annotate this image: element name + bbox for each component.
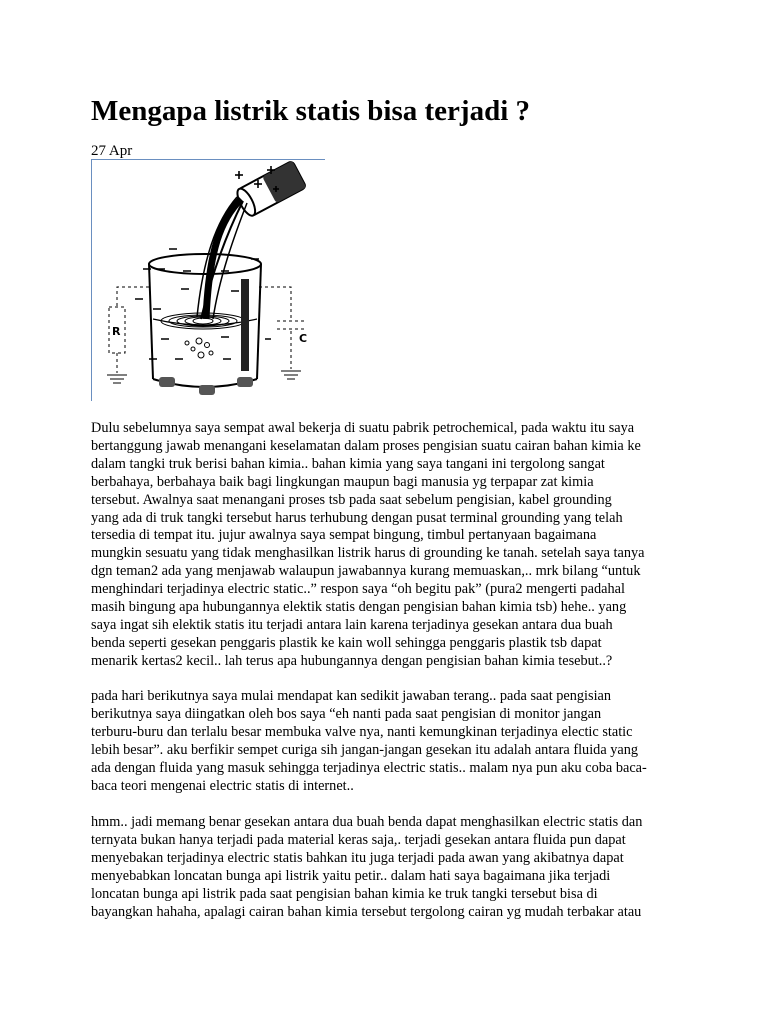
paragraph-line: benda seperti gesekan penggaris plastik ke kain woll sehingga penggaris plastik tsb dapat	[91, 634, 602, 651]
static-electricity-illustration	[91, 159, 325, 401]
paragraph-line: masih bingung apa hubungannya elektik statis dengan pengisian bahan kimia tsb) hehe.. yang	[91, 599, 627, 616]
paragraph-line: menyebabkan loncatan bunga api listrik yaitu petir.. dalam hati saya bagaimana jika terjadi	[91, 867, 611, 884]
capacitor-circuit	[259, 287, 308, 369]
paragraph-line: menghindari terjadinya electric static..” respon saya “oh begitu pak” (pura2 mengerti padahal	[91, 581, 625, 598]
paragraph-line: hmm.. jadi memang benar gesekan antara dua buah benda dapat menghasilkan electric statis dan	[91, 814, 643, 830]
bubbles	[185, 338, 213, 358]
paragraph-line: pada hari berikutnya saya mulai mendapat kan sedikit jawaban terang.. pada saat pengisian	[91, 688, 612, 704]
paragraph-line: berikutnya saya diingatkan oleh bos saya “eh nanti pada saat pengisian di monitor jangan	[91, 705, 602, 722]
ground-symbol-right	[281, 371, 301, 379]
paragraph-3	[91, 814, 687, 921]
paragraph-line: ternyata bukan hanya terjadi pada material keras saja,. terjadi gesekan antara fluida pun dapat	[91, 831, 626, 848]
paragraph-line: dgn teman2 ada yang menjawab walaupun jawabannya kurang memuaskan,.. mrk bilang “untuk	[91, 563, 641, 580]
paragraph-line: terburu-buru dan terlalu besar membuka valve nya, nanti kemungkinan terjadinya electic static	[91, 723, 633, 740]
paragraph-line: bertanggung jawab menangani keselamatan dalam proses pengisian suatu cairan bahan kimia ke	[91, 437, 641, 454]
capacitor-label: C	[299, 332, 308, 345]
swirl-rings	[161, 313, 245, 329]
paragraph-2	[91, 688, 687, 795]
electrode-rod	[241, 279, 249, 371]
beaker-feet	[159, 377, 253, 395]
paragraph-line: Dulu sebelumnya saya sempat awal bekerja di suatu pabrik petrochemical, pada waktu itu saya	[91, 420, 635, 436]
resistor-label: R	[112, 325, 121, 338]
ground-symbol-left	[107, 375, 127, 383]
paragraph-line: loncatan bunga api listrik pada saat pengisian bahan kimia ke truk tangki tersebut bisa di	[91, 885, 598, 902]
paragraph-line: tersebut. Awalnya saat menangani proses tsb pada saat sebelum pengisian, kabel grounding	[91, 491, 612, 508]
paragraph-line: tersedia di tempat itu. jujur awalnya saya sempat bingung, timbul pertanyaan bagaimana	[91, 527, 597, 544]
paragraph-line: baca teori mengenai electric statis di internet..	[91, 777, 354, 794]
paragraph-line: bayangkan hahaha, apalagi cairan bahan kimia tersebut tergolong cairan yg mudah terbakar atau	[91, 903, 642, 920]
paragraph-line: menyebakan terjadinya electric statis bahkan itu juga terjadi pada awan yang akibatnya dapat	[91, 849, 624, 866]
paragraph-line: dalam tangki truk berisi bahan kimia.. bahan kimia yang saya tangani ini tergolong sangat	[91, 455, 605, 472]
paragraph-line: saya ingat sih elektik statis itu terjadi antara lain karena terjadinya gesekan antara dua buah	[91, 616, 613, 633]
paragraph-line: lebih besar”. aku berfikir sempet curiga sih jangan-jangan gesekan itu adalah antara fluida yang	[91, 741, 639, 758]
paragraph-line: menarik kertas2 kecil.. lah terus apa hubungannya dengan pengisian bahan kimia tesebut..?	[91, 652, 613, 669]
liquid-stream	[197, 197, 247, 319]
paragraph-line: berbahaya, berbahaya baik bagi lingkungan maupun bagi manusia yg terpapar zat kimia	[91, 473, 594, 490]
paragraph-line: mungkin sesuatu yang tidak menghasilkan listrik harus di grounding ke tanah. setelah saya tanya	[91, 545, 645, 562]
paragraph-line: yang ada di truk tangki tersebut harus terhubung dengan pusat terminal grounding yang telah	[91, 509, 623, 526]
paragraph-1	[91, 420, 687, 671]
post-date: 27 Apr	[91, 143, 133, 159]
page-title: Mengapa listrik statis bisa terjadi ?	[91, 95, 531, 127]
paragraph-line: ada dengan fluida yang masuk sehingga terjadinya electric statis.. malam nya pun aku coba baca-	[91, 759, 647, 776]
negative-charge-markers	[135, 249, 271, 359]
